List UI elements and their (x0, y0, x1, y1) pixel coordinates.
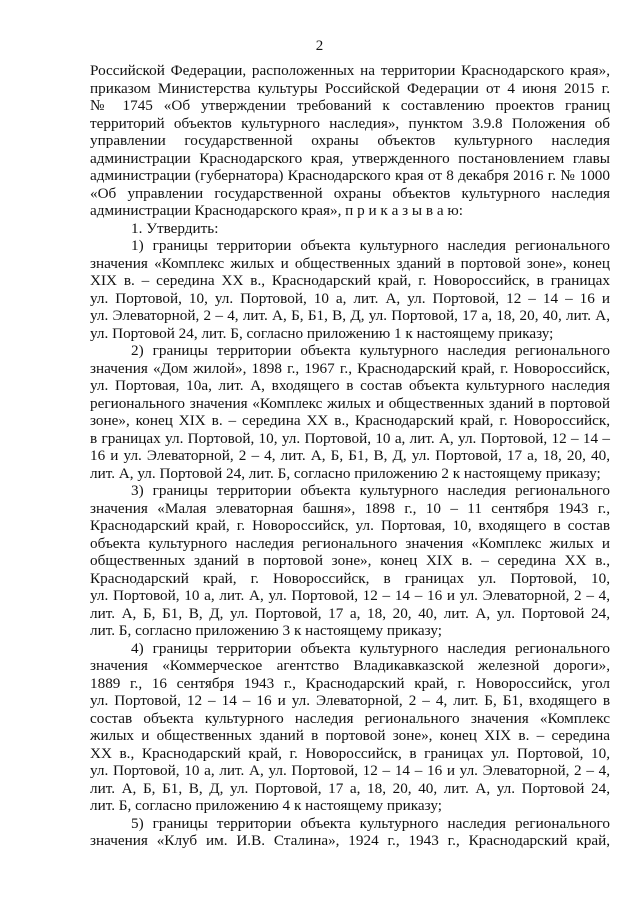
text-line: лит. Б, согласно приложению 3 к настоящему приказу; (90, 622, 442, 639)
text-line: 3) границы территории объекта культурного наследия регионального (131, 482, 610, 499)
text-line: объекта культурного наследия регионального значения «Комплекс жилых и (90, 534, 610, 552)
text-line: администрации (губернатора) Краснодарского края от 8 декабря 2016 г. № 1000 (90, 167, 610, 184)
text-line: 5) границы территории объекта культурного наследия регионального (131, 814, 610, 832)
text-line: ул. Портовой, 12 – 14 – 16 и ул. Элеваторной, 2 – 4, лит. Б, Б1, входящего в (90, 692, 610, 709)
text-line: ул. Портовой, 10, ул. Портовой, 10 а, лит. А, ул. Портовой, 12 – 14 – 16 и (90, 289, 610, 307)
text-line: состав объекта культурного наследия регионального значения «Комплекс (90, 709, 610, 727)
text-line: значения «Малая элеваторная башня», 1898 г., 10 – 11 сентября 1943 г., (90, 499, 610, 517)
text-line: 1. Утвердить: (131, 219, 219, 237)
paragraph (90, 640, 610, 815)
text-line: «Об управлении государственной охраны объектов культурного наследия (90, 184, 610, 202)
text-line: 1889 г., 16 сентября 1943 г., Краснодарский край, г. Новороссийск, угол (90, 674, 610, 692)
paragraph (90, 342, 610, 482)
paragraph (90, 815, 610, 850)
text-line: администрации Краснодарского края», п р и к а з ы в а ю: (90, 202, 463, 219)
paragraph (90, 237, 610, 342)
text-line: Российской Федерации, расположенных на территории Краснодарского края», (90, 62, 610, 79)
text-line: лит. Б, согласно приложению 4 к настоящему приказу; (90, 797, 442, 814)
text-line: лит. А, Б, Б1, В, Д, ул. Портовой, 17 а, 18, 20, 40, лит. А, ул. Портовой 24, (90, 779, 610, 797)
text-line: ул. Портовая, 10а, лит. А, входящего в состав объекта культурного наследия (90, 377, 610, 394)
paragraph (90, 62, 610, 220)
text-line: XX в., Краснодарский край, г. Новороссийск, в границах ул. Портовой, 10, (90, 744, 610, 762)
text-line: значения «Комплекс жилых и общественных зданий в портовой зоне», конец (90, 254, 610, 272)
text-line: ул. Портовой, 10 а, лит. А, ул. Портовой, 12 – 14 – 16 и ул. Элеваторной, 2 – 4, (90, 587, 610, 604)
paragraph (90, 220, 610, 238)
paragraph (90, 482, 610, 640)
text-line: значения «Дом жилой», 1898 г., 1967 г., Краснодарский край, г. Новороссийск, (90, 359, 610, 377)
text-line: ул. Элеваторной, 2 – 4, лит. А, Б, Б1, В, Д, ул. Портовой, 17 а, 18, 20, 40, лит. А, (90, 307, 610, 324)
page-number: 2 (315, 38, 324, 54)
text-line: значения «Клуб им. И.В. Сталина», 1924 г., 1943 г., Краснодарский край, (90, 832, 610, 849)
text-line: общественных зданий в портовой зоне», конец XIX в. – середина XX в., (90, 552, 610, 569)
text-line: территорий объектов культурного наследия», пунктом 3.9.8 Положения об (90, 114, 610, 132)
text-line: Краснодарский край, г. Новороссийск, в границах ул. Портовой, 10, (90, 569, 610, 587)
text-line: приказом Министерства культуры Российской Федерации от 4 июня 2015 г. (90, 79, 610, 97)
text-line: управлении государственной охраны объектов культурного наследия (90, 132, 610, 149)
text-line: 4) границы территории объекта культурного наследия регионального (131, 639, 610, 657)
document-body (90, 62, 610, 850)
text-line: в границах ул. Портовой, 10, ул. Портовой, 10 а, лит. А, ул. Портовой, 12 – 14 – (90, 429, 610, 447)
text-line: 2) границы территории объекта культурного наследия регионального (131, 342, 610, 359)
text-line: жилых и общественных зданий в портовой зоне», конец XIX в. – середина (90, 727, 610, 744)
text-line: 1) границы территории объекта культурного наследия регионального (131, 237, 610, 254)
text-line: 16 и ул. Элеваторной, 2 – 4, лит. А, Б, Б1, В, Д, ул. Портовой, 17 а, 18, 20, 40, (90, 447, 610, 464)
text-line: ул. Портовой 24, лит. Б, согласно приложению 1 к настоящему приказу; (90, 324, 554, 342)
text-line: лит. А, Б, Б1, В, Д, ул. Портовой, 17 а, 18, 20, 40, лит. А, ул. Портовой 24, (90, 604, 610, 622)
text-line: администрации Краснодарского края, утвержденного постановлением главы (90, 149, 610, 167)
text-line: № 1745 «Об утверждении требований к составлению проектов границ (90, 97, 610, 114)
text-line: зоне», конец XIX в. – середина XX в., Краснодарский край, г. Новороссийск, (90, 412, 610, 429)
text-line: регионального значения «Комплекс жилых и общественных зданий в портовой (90, 394, 610, 412)
text-line: Краснодарский край, г. Новороссийск, ул. Портовая, 10, входящего в состав (90, 517, 610, 534)
text-line: ул. Портовой, 10 а, лит. А, ул. Портовой, 12 – 14 – 16 и ул. Элеваторной, 2 – 4, (90, 762, 610, 779)
text-line: XIX в. – середина XX в., Краснодарский край, г. Новороссийск, в границах (90, 272, 610, 289)
text-line: лит. А, ул. Портовой 24, лит. Б, согласно приложению 2 к настоящему приказу; (90, 464, 601, 482)
text-line: значения «Коммерческое агентство Владикавказской железной дороги», (90, 657, 610, 674)
